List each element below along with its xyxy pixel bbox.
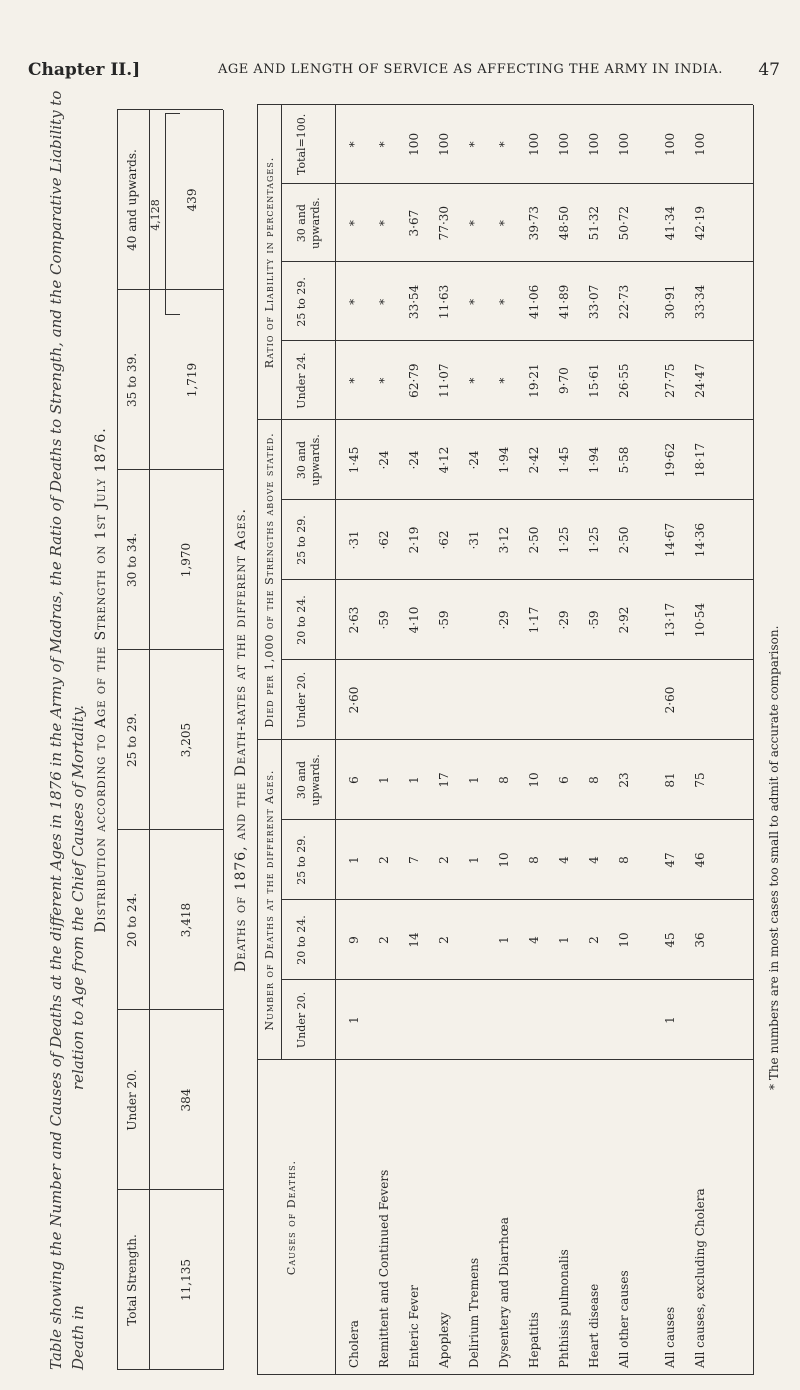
footnote: * The numbers are in most cases too small to admit of accurate comparison. bbox=[767, 625, 781, 1090]
cause-label: Cholera bbox=[347, 1320, 361, 1368]
ratio-value: * bbox=[497, 141, 511, 148]
ratio-value: 26·55 bbox=[617, 363, 631, 398]
group-label-causes: Causes of Deaths. bbox=[285, 1159, 298, 1276]
number-value: 2 bbox=[437, 856, 451, 864]
group-header-line bbox=[281, 105, 282, 1060]
died-value: 1·45 bbox=[557, 446, 571, 474]
number-value: 14 bbox=[407, 932, 421, 948]
number-value: 2 bbox=[377, 856, 391, 864]
died-value: 2·50 bbox=[617, 526, 631, 554]
ratio-value: 100 bbox=[693, 132, 707, 156]
number-value: 2 bbox=[377, 936, 391, 944]
ratio-value: * bbox=[467, 298, 481, 305]
group-label-number: Number of Deaths at the different Ages. bbox=[263, 769, 276, 1031]
died-value: 14·67 bbox=[663, 522, 677, 558]
died-value: 2·92 bbox=[617, 606, 631, 634]
number-value: 1 bbox=[467, 776, 481, 784]
died-value: ·62 bbox=[437, 530, 451, 550]
number-value: 81 bbox=[663, 772, 677, 788]
number-value: 2 bbox=[587, 936, 601, 944]
ratio-value: * bbox=[497, 377, 511, 384]
number-value: 4 bbox=[527, 936, 541, 944]
died-value: 4·10 bbox=[407, 606, 421, 634]
number-value: 36 bbox=[693, 932, 707, 948]
number-value: 8 bbox=[497, 776, 511, 784]
number-value: 8 bbox=[617, 856, 631, 864]
distribution-header: 30 to 34. bbox=[125, 532, 139, 588]
died-value: 4·12 bbox=[437, 446, 451, 474]
number-value: 1 bbox=[663, 1016, 677, 1024]
number-value: 1 bbox=[407, 776, 421, 784]
ratio-value: 50·72 bbox=[617, 205, 631, 241]
distribution-value: 1,719 bbox=[185, 362, 199, 398]
ratio-value: 39·73 bbox=[527, 205, 541, 241]
subheader-ratio: Under 24. bbox=[295, 352, 308, 409]
distribution-value: 3,205 bbox=[179, 722, 193, 758]
ratio-value: 77·30 bbox=[437, 205, 451, 241]
died-value: ·31 bbox=[347, 530, 361, 550]
ratio-value: 11·63 bbox=[437, 284, 451, 320]
distribution-header: 25 to 29. bbox=[125, 712, 139, 768]
number-value: 10 bbox=[617, 932, 631, 948]
subheader-ratio: 30 and upwards. bbox=[295, 197, 322, 249]
ratio-value: 33·54 bbox=[407, 284, 421, 320]
died-value: 13·17 bbox=[663, 602, 677, 638]
subheader-line bbox=[335, 105, 336, 1375]
distribution-header: 35 to 39. bbox=[125, 352, 139, 408]
number-value: 1 bbox=[497, 936, 511, 944]
died-value: 18·17 bbox=[693, 442, 707, 478]
ratio-value: * bbox=[347, 298, 361, 305]
died-value: ·59 bbox=[587, 610, 601, 630]
running-header bbox=[28, 60, 780, 86]
ratio-value: * bbox=[467, 377, 481, 384]
number-value: 1 bbox=[347, 1016, 361, 1024]
number-value: 6 bbox=[557, 776, 571, 784]
cause-label: All causes, excluding Cholera bbox=[693, 1188, 707, 1368]
ratio-value: 51·32 bbox=[587, 205, 601, 241]
bracket-line bbox=[165, 113, 180, 315]
ratio-value: * bbox=[497, 220, 511, 227]
died-value: 3·12 bbox=[497, 526, 511, 554]
chapter-label: Chapter II.] bbox=[28, 60, 141, 80]
ratio-value: 100 bbox=[437, 132, 451, 156]
died-value: 1·94 bbox=[497, 446, 511, 474]
ratio-value: 33·07 bbox=[587, 284, 601, 320]
number-value: 4 bbox=[587, 856, 601, 864]
died-value: 14·36 bbox=[693, 522, 707, 558]
number-value: 9 bbox=[347, 936, 361, 944]
running-title: AGE AND LENGTH OF SERVICE AS AFFECTING THE ARMY IN INDIA. bbox=[218, 62, 723, 77]
ratio-value: 33·34 bbox=[693, 284, 707, 320]
ratio-value: * bbox=[377, 141, 391, 148]
group-divider bbox=[257, 1374, 753, 1375]
ratio-value: 11·07 bbox=[437, 363, 451, 398]
number-value: 46 bbox=[693, 852, 707, 868]
died-value: 2·19 bbox=[407, 526, 421, 554]
ratio-value: * bbox=[497, 298, 511, 305]
number-value: 75 bbox=[693, 772, 707, 788]
cause-label: Hepatitis bbox=[527, 1312, 541, 1368]
number-value: 8 bbox=[527, 856, 541, 864]
died-value: 1·45 bbox=[347, 446, 361, 474]
number-value: 10 bbox=[497, 852, 511, 868]
ratio-value: * bbox=[377, 298, 391, 305]
ratio-value: * bbox=[467, 141, 481, 148]
died-value: 2·42 bbox=[527, 446, 541, 474]
distribution-value: 439 bbox=[185, 188, 199, 212]
ratio-value: 27·75 bbox=[663, 363, 677, 398]
ratio-value: 9·70 bbox=[557, 367, 571, 394]
number-value: 1 bbox=[467, 856, 481, 864]
ratio-value: 100 bbox=[587, 132, 601, 156]
ratio-value: * bbox=[347, 377, 361, 384]
number-value: 2 bbox=[437, 936, 451, 944]
died-value: 19·62 bbox=[663, 442, 677, 478]
table-caption-line2: relation to Age from the Chief Causes of Mortality. bbox=[69, 704, 87, 1090]
distribution-title: Distribution according to Age of the Strength on 1st July 1876. bbox=[93, 427, 109, 933]
distribution-value: 11,135 bbox=[179, 1259, 193, 1301]
number-value: 23 bbox=[617, 772, 631, 788]
ratio-value: 22·73 bbox=[617, 284, 631, 320]
died-value: ·29 bbox=[557, 610, 571, 630]
number-value: 1 bbox=[557, 936, 571, 944]
number-value: 7 bbox=[407, 856, 421, 864]
subheader-died: 25 to 29. bbox=[295, 515, 308, 565]
died-value: 2·60 bbox=[347, 686, 361, 714]
deaths-title: Deaths of 1876, and the Death-rates at the different Ages. bbox=[233, 508, 249, 972]
ratio-value: 100 bbox=[663, 132, 677, 156]
cause-label: All causes bbox=[663, 1306, 677, 1368]
cause-label: All other causes bbox=[617, 1270, 631, 1368]
ratio-value: 62·79 bbox=[407, 363, 421, 398]
died-value: ·24 bbox=[407, 450, 421, 470]
distribution-value: 3,418 bbox=[179, 902, 193, 938]
died-value: 10·54 bbox=[693, 602, 707, 638]
subheader-ratio: 25 to 29. bbox=[295, 277, 308, 327]
distribution-header: 40 and upwards. bbox=[125, 149, 139, 251]
ratio-value: * bbox=[347, 220, 361, 227]
died-value: 5·58 bbox=[617, 446, 631, 474]
table-caption-line1: Table showing the Number and Causes of Deaths at the different Ages in 1876 in the Army of Madras, the Ratio of Deaths to Strength, and the Comparative Liability to Death in bbox=[47, 90, 87, 1370]
cause-label: Apoplexy bbox=[437, 1312, 451, 1368]
ratio-value: 41·34 bbox=[663, 205, 677, 241]
died-value: ·24 bbox=[377, 450, 391, 470]
ratio-value: 100 bbox=[557, 132, 571, 156]
died-value: ·59 bbox=[377, 610, 391, 630]
subheader-died: 20 to 24. bbox=[295, 595, 308, 645]
group-label-died: Died per 1,000 of the Strengths above stated. bbox=[263, 432, 276, 728]
subheader-number: 20 to 24. bbox=[295, 915, 308, 965]
ratio-value: * bbox=[467, 220, 481, 227]
rotated-table bbox=[45, 90, 785, 1390]
ratio-value: 100 bbox=[527, 132, 541, 156]
number-value: 17 bbox=[437, 772, 451, 788]
subheader-number: Under 20. bbox=[295, 991, 308, 1049]
ratio-value: * bbox=[347, 141, 361, 148]
number-value: 47 bbox=[663, 852, 677, 868]
number-value: 10 bbox=[527, 772, 541, 788]
subheader-died: Under 20. bbox=[295, 671, 308, 729]
died-value: 1·25 bbox=[557, 526, 571, 554]
ratio-value: * bbox=[377, 220, 391, 227]
page-number: 47 bbox=[758, 60, 780, 80]
died-value: 1·94 bbox=[587, 446, 601, 474]
ratio-value: 100 bbox=[617, 132, 631, 156]
died-value: ·24 bbox=[467, 450, 481, 470]
ratio-value: 48·50 bbox=[557, 205, 571, 241]
distribution-value: 1,970 bbox=[179, 542, 193, 578]
ratio-value: 24·47 bbox=[693, 363, 707, 398]
subheader-number: 25 to 29. bbox=[295, 835, 308, 885]
number-value: 1 bbox=[377, 776, 391, 784]
cause-label: Dysentery and Diarrhœa bbox=[497, 1217, 511, 1368]
ratio-value: 42·19 bbox=[693, 205, 707, 241]
cause-label: Enteric Fever bbox=[407, 1285, 421, 1368]
died-value: ·59 bbox=[437, 610, 451, 630]
number-value: 1 bbox=[347, 856, 361, 864]
number-value: 6 bbox=[347, 776, 361, 784]
ratio-value: 3·67 bbox=[407, 209, 421, 237]
ratio-value: 30·91 bbox=[663, 284, 677, 320]
subheader-number: 30 and upwards. bbox=[295, 754, 322, 806]
distribution-header: Under 20. bbox=[125, 1069, 139, 1131]
number-value: 4 bbox=[557, 856, 571, 864]
number-value: 45 bbox=[663, 932, 677, 948]
ratio-value: 15·61 bbox=[587, 363, 601, 398]
group-divider bbox=[257, 1059, 753, 1060]
group-label-ratio: Ratio of Liability in percentages. bbox=[263, 156, 276, 369]
distribution-header: 20 to 24. bbox=[125, 892, 139, 948]
died-value: 2·50 bbox=[527, 526, 541, 554]
died-value: 1·17 bbox=[527, 606, 541, 634]
ratio-value: 100 bbox=[407, 132, 421, 156]
subheader-died: 30 and upwards. bbox=[295, 434, 322, 486]
died-value: 2·60 bbox=[663, 686, 677, 714]
died-value: 1·25 bbox=[587, 526, 601, 554]
distribution-header: Total Strength. bbox=[125, 1234, 139, 1326]
ratio-value: 19·21 bbox=[527, 363, 541, 398]
cause-label: Heart disease bbox=[587, 1283, 601, 1368]
died-value: ·29 bbox=[497, 610, 511, 630]
distribution-value: 384 bbox=[179, 1088, 193, 1112]
subheader-ratio: Total=100. bbox=[295, 113, 308, 176]
ratio-value: 41·06 bbox=[527, 284, 541, 320]
ratio-value: * bbox=[377, 377, 391, 384]
died-value: ·62 bbox=[377, 530, 391, 550]
ratio-value: 41·89 bbox=[557, 284, 571, 320]
cause-label: Remittent and Continued Fevers bbox=[377, 1169, 391, 1368]
cause-label: Phthisis pulmonalis bbox=[557, 1249, 571, 1368]
cause-label: Delirium Tremens bbox=[467, 1257, 481, 1368]
died-value: 2·63 bbox=[347, 606, 361, 634]
bracket-total: 4,128 bbox=[149, 199, 162, 231]
number-value: 8 bbox=[587, 776, 601, 784]
died-value: ·31 bbox=[467, 530, 481, 550]
